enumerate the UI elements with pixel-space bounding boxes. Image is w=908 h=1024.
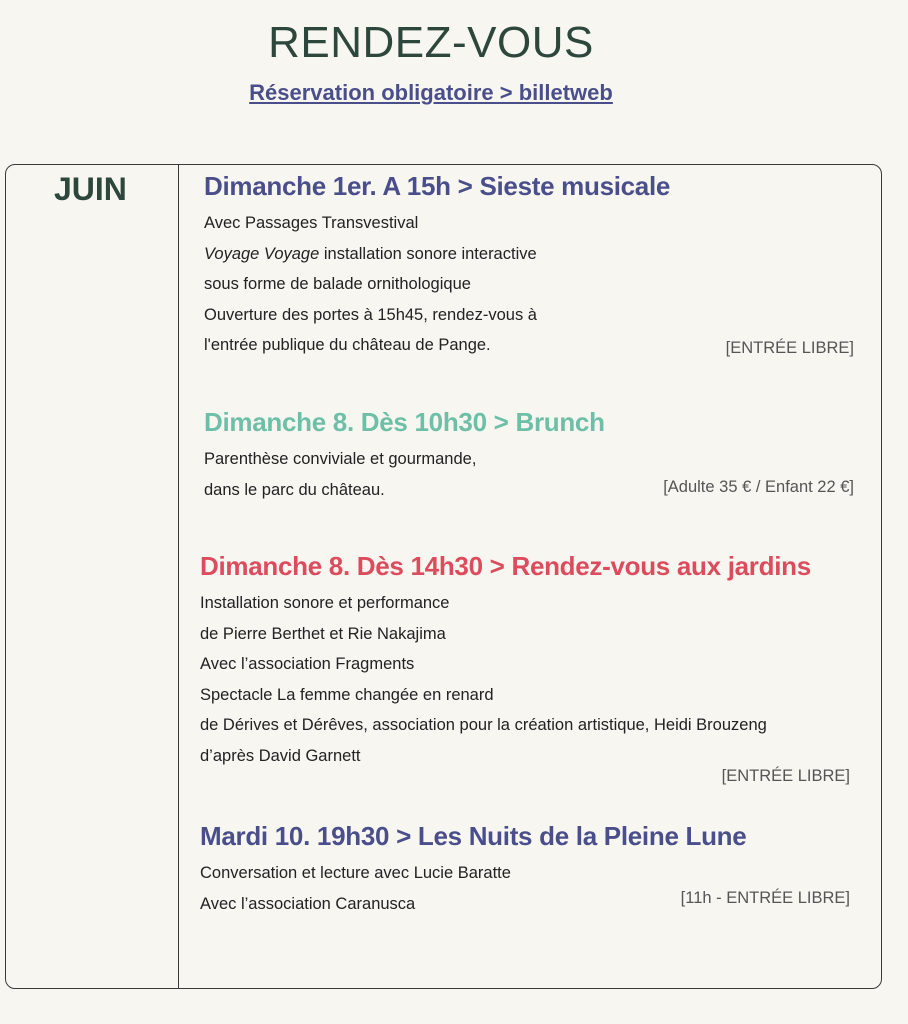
event-2	[204, 407, 854, 505]
event-1	[204, 171, 854, 361]
event-line: Avec l’association Caranusca	[200, 894, 416, 913]
event-heading: Mardi 10. 19h30 > Les Nuits de la Pleine Lune	[200, 821, 747, 851]
event-heading: Dimanche 8. Dès 10h30 > Brunch	[204, 407, 605, 437]
reservation-link[interactable]: Réservation obligatoire > billetweb	[249, 80, 613, 105]
event-line: Ouverture des portes à 15h45, rendez-vous à	[204, 305, 537, 324]
event-line: de Dérives et Dérêves, association pour la création artistique, Heidi Brouzeng	[200, 716, 767, 734]
event-line: sous forme de balade ornithologique	[204, 275, 471, 293]
event-heading: Dimanche 8. Dès 14h30 > Rendez-vous aux jardins	[200, 551, 811, 581]
event-line: Spectacle La femme changée en renard	[200, 685, 494, 704]
event-line: Conversation et lecture avec Lucie Baratte	[200, 864, 511, 882]
event-line: Parenthèse conviviale et gourmande,	[204, 450, 477, 468]
event-price: [11h - ENTRÉE LIBRE]	[680, 889, 850, 907]
event-price: [Adulte 35 € / Enfant 22 €]	[663, 478, 854, 496]
column-divider	[178, 165, 179, 988]
event-line: Avec l’association Fragments	[200, 655, 415, 673]
event-line	[204, 239, 854, 270]
event-line: Avec Passages Transvestival	[204, 214, 419, 232]
event-line: de Pierre Berthet et Rie Nakajima	[200, 624, 446, 643]
event-4	[200, 821, 850, 919]
event-price: [ENTRÉE LIBRE]	[725, 339, 854, 357]
event-3	[200, 551, 850, 785]
page-title: RENDEZ-VOUS	[268, 18, 594, 67]
event-line-rest: installation sonore interactive	[319, 244, 537, 263]
event-line-italic: Voyage Voyage	[204, 244, 320, 263]
event-heading: Dimanche 1er. A 15h > Sieste musicale	[204, 171, 671, 201]
event-line: d’après David Garnett	[200, 746, 361, 765]
schedule-box	[5, 164, 882, 989]
event-line: l'entrée publique du château de Pange.	[204, 336, 491, 354]
event-line: Installation sonore et performance	[200, 594, 450, 612]
month-label: JUIN	[54, 171, 127, 207]
event-line: dans le parc du château.	[204, 480, 385, 499]
event-price: [ENTRÉE LIBRE]	[721, 767, 850, 785]
